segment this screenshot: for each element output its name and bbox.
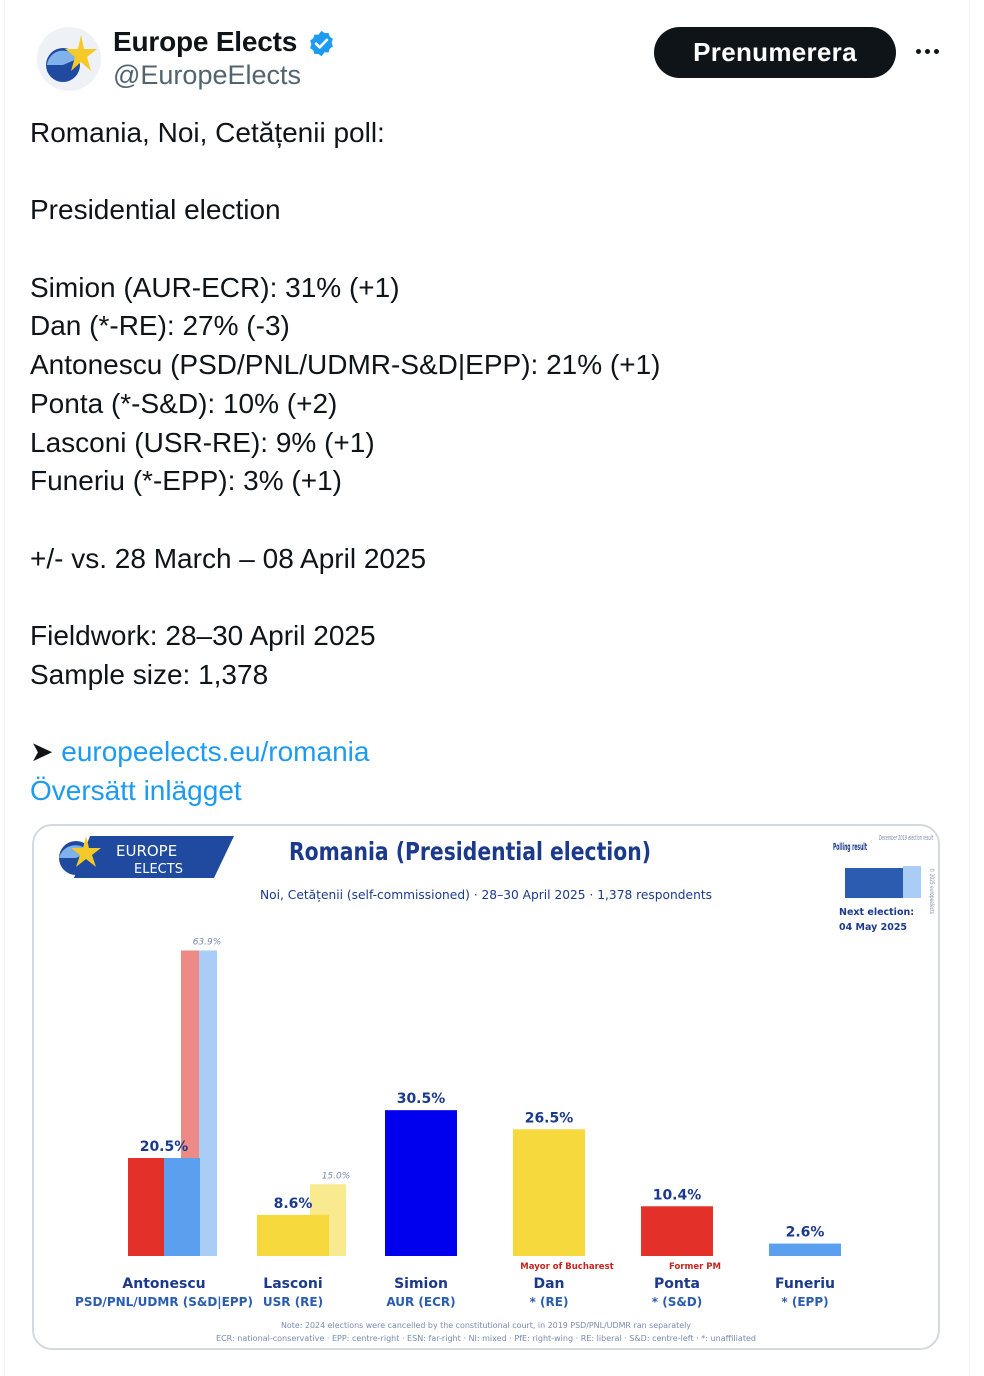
chart-footnote-1: Note: 2024 elections were cancelled by the constitutional court, in 2019 PSD/PNL/UDMR ran separately <box>281 1321 692 1330</box>
tweet-line: Fieldwork: 28–30 April 2025 <box>30 619 376 651</box>
translate-post-link[interactable]: Översätt inlägget <box>30 774 242 806</box>
candidate-party: * (S&D) <box>651 1295 703 1309</box>
logo-text-line1: EUROPE <box>116 842 178 860</box>
chart-subtitle: Noi, Cetățenii (self-commissioned) · 28–30 April 2025 · 1,378 respondents <box>260 887 712 902</box>
candidate-name: Antonescu <box>122 1276 206 1292</box>
candidate-name: Dan <box>533 1276 565 1292</box>
legend-polling-label: Polling result <box>833 842 868 853</box>
previous-result-bar-antonescu <box>199 950 217 1256</box>
verified-badge-icon <box>307 29 336 58</box>
account-handle[interactable]: @EuropeElects <box>113 60 301 90</box>
legend-previous-swatch <box>903 866 921 898</box>
legend-previous-label: December 2019 election result <box>879 834 934 842</box>
poll-bar-antonescu <box>164 1158 200 1256</box>
tweet-line <box>30 501 950 540</box>
candidate-note: Former PM <box>669 1262 721 1272</box>
europe-elects-banner <box>59 836 234 878</box>
poll-bar-funeriu <box>769 1244 841 1256</box>
legend-copyright: © 2025 europeelects <box>928 868 935 932</box>
arrow-icon: ➤ <box>30 736 62 767</box>
poll-chart <box>34 826 938 1348</box>
display-name[interactable]: Europe Elects <box>113 26 298 57</box>
candidate-party: PSD/PNL/UDMR (S&D|EPP) <box>75 1295 253 1309</box>
chart-bars <box>75 937 841 1309</box>
next-election-label: Next election: <box>839 907 915 918</box>
candidate-name: Simion <box>394 1276 448 1292</box>
tweet-line: Simion (AUR-ECR): 31% (+1) <box>30 271 400 303</box>
poll-bar-lasconi <box>257 1215 329 1256</box>
next-election-date: 04 May 2025 <box>839 922 908 933</box>
tweet-line: Dan (*-RE): 27% (-3) <box>30 310 290 342</box>
poll-value-label: 20.5% <box>139 1138 189 1155</box>
poll-value-label: 8.6% <box>273 1195 313 1212</box>
tweet-line <box>30 578 950 617</box>
legend-polling-swatch <box>845 868 905 898</box>
poll-value-label: 10.4% <box>652 1187 702 1204</box>
tweet-line <box>30 153 950 192</box>
poll-value-label: 26.5% <box>524 1110 574 1127</box>
tweet-line <box>30 694 950 733</box>
tweet-line <box>30 230 950 269</box>
tweet-line: Romania, Noi, Cetățenii poll: <box>30 117 385 148</box>
poll-bar-simion <box>385 1110 457 1256</box>
europe-elects-logo-icon <box>37 27 101 91</box>
candidate-name: Ponta <box>654 1276 700 1292</box>
follow-button[interactable]: Prenumerera <box>654 27 896 78</box>
poll-chart-card[interactable] <box>32 824 940 1350</box>
previous-result-label: 63.9% <box>192 937 222 948</box>
tweet-line: +/- vs. 28 March – 08 April 2025 <box>30 542 427 574</box>
candidate-party: AUR (ECR) <box>386 1295 456 1309</box>
candidate-name: Funeriu <box>775 1276 835 1292</box>
candidate-party: * (EPP) <box>781 1295 829 1309</box>
europe-elects-avatar[interactable] <box>37 27 101 91</box>
tweet-line: Funeriu (*-EPP): 3% (+1) <box>30 465 342 497</box>
tweet-line: Sample size: 1,378 <box>30 658 269 690</box>
poll-bar-antonescu <box>128 1158 164 1256</box>
poll-value-label: 30.5% <box>396 1091 446 1108</box>
chart-legend <box>833 834 935 933</box>
tweet-line: Lasconi (USR-RE): 9% (+1) <box>30 426 375 458</box>
chart-title: Romania (Presidential election) <box>289 837 651 866</box>
candidate-party: * (RE) <box>529 1295 569 1309</box>
poll-bar-ponta <box>641 1206 713 1256</box>
candidate-party: USR (RE) <box>262 1295 324 1309</box>
poll-value-label: 2.6% <box>785 1224 825 1241</box>
candidate-note: Mayor of Bucharest <box>520 1262 614 1272</box>
logo-text-line2: ELECTS <box>134 862 183 877</box>
candidate-name: Lasconi <box>263 1276 323 1292</box>
tweet-link-line <box>30 733 950 772</box>
more-options-icon[interactable] <box>907 36 947 66</box>
chart-footnote-2: ECR: national-conservative · EPP: centre-right · ESN: far-right · NI: mixed · PfE: right-wing · RE: liberal · S&D: centre-left · *: unaffiliated <box>216 1334 757 1343</box>
tweet-line: Presidential election <box>30 194 281 226</box>
tweet-text <box>30 114 950 810</box>
tweet-line: Ponta (*-S&D): 10% (+2) <box>30 387 338 419</box>
europeelects-link[interactable]: europeelects.eu/romania <box>61 736 370 767</box>
tweet-line: Antonescu (PSD/PNL/UDMR-S&D|EPP): 21% (+1) <box>30 349 661 381</box>
previous-result-label: 15.0% <box>321 1171 351 1182</box>
poll-bar-dan <box>513 1129 585 1256</box>
